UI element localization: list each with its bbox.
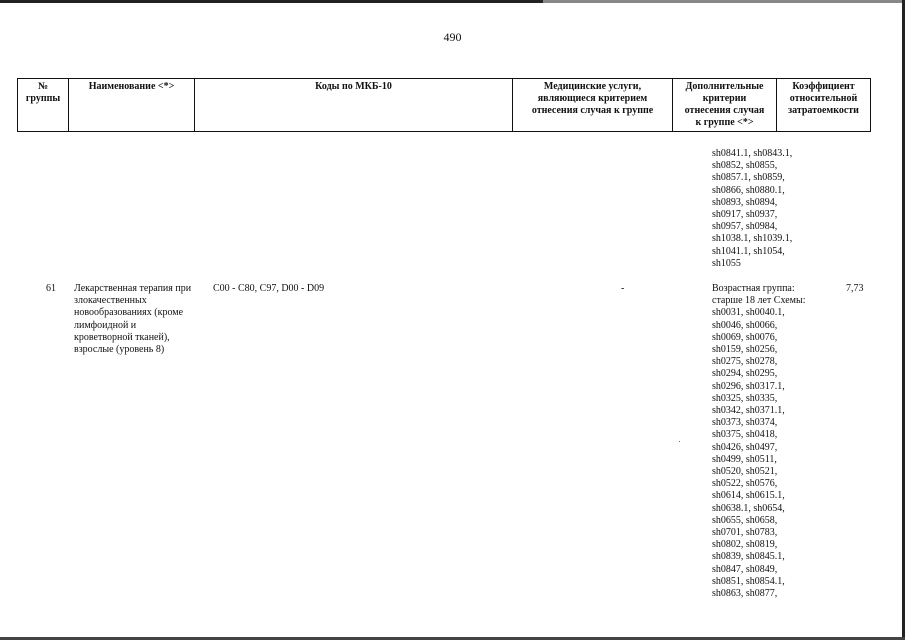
table-header [17, 78, 871, 132]
row-mkb-codes: C00 - C80, C97, D00 - D09 [213, 283, 325, 294]
row-coefficient: 7,73 [846, 283, 864, 294]
row-services: - [621, 283, 625, 294]
scan-edge-top [0, 0, 905, 3]
header-mkb-codes: Коды по МКБ-10 [195, 79, 513, 132]
continuation-codes: sh0841.1, sh0843.1, sh0852, sh0855, sh0857.1, sh0859, sh0866, sh0880.1, sh0893, sh0894, sh0917, sh0937, sh0957, sh0984, sh1038.1, sh1039.1, sh1041.1, sh1054, sh1055 [712, 148, 793, 269]
row-criteria: Возрастная группа: старше 18 лет Схемы: sh0031, sh0040.1, sh0046, sh0066, sh0069, sh0076, sh0159, sh0256, sh0275, sh0278, sh0294, sh0295, sh0296, sh0317.1, sh0325, sh0335, sh0342, sh0371.1, sh0373, sh0374, sh0375, sh0418, sh0426, sh0497, sh0499, sh0511, sh0520, sh0521, sh0522, sh0576, sh0614, sh0615.1, sh0638.1, sh0654, sh0655, sh0658, sh0701, sh0783, sh0802, sh0819, sh0839, sh0845.1, sh0847, sh0849, sh0851, sh0854.1, sh0863, sh0877, [712, 283, 806, 600]
scan-speck [679, 441, 680, 442]
header-group-number: № группы [18, 79, 69, 132]
header-name: Наименование <*> [69, 79, 195, 132]
header-medical-services: Медицинские услуги, являющиеся критерием отнесения случая к группе [513, 79, 673, 132]
header-coefficient: Коэффициент относительной затратоемкости [777, 79, 871, 132]
row-group-number: 61 [46, 283, 56, 294]
page-number: 490 [443, 30, 462, 44]
row-name: Лекарственная терапия при злокачественных новообразованиях (кроме лимфоидной и кроветворной тканей), взрослые (уровень 8) [74, 283, 192, 356]
header-additional-criteria: Дополнительные критерии отнесения случая к группе <*> [673, 79, 777, 132]
